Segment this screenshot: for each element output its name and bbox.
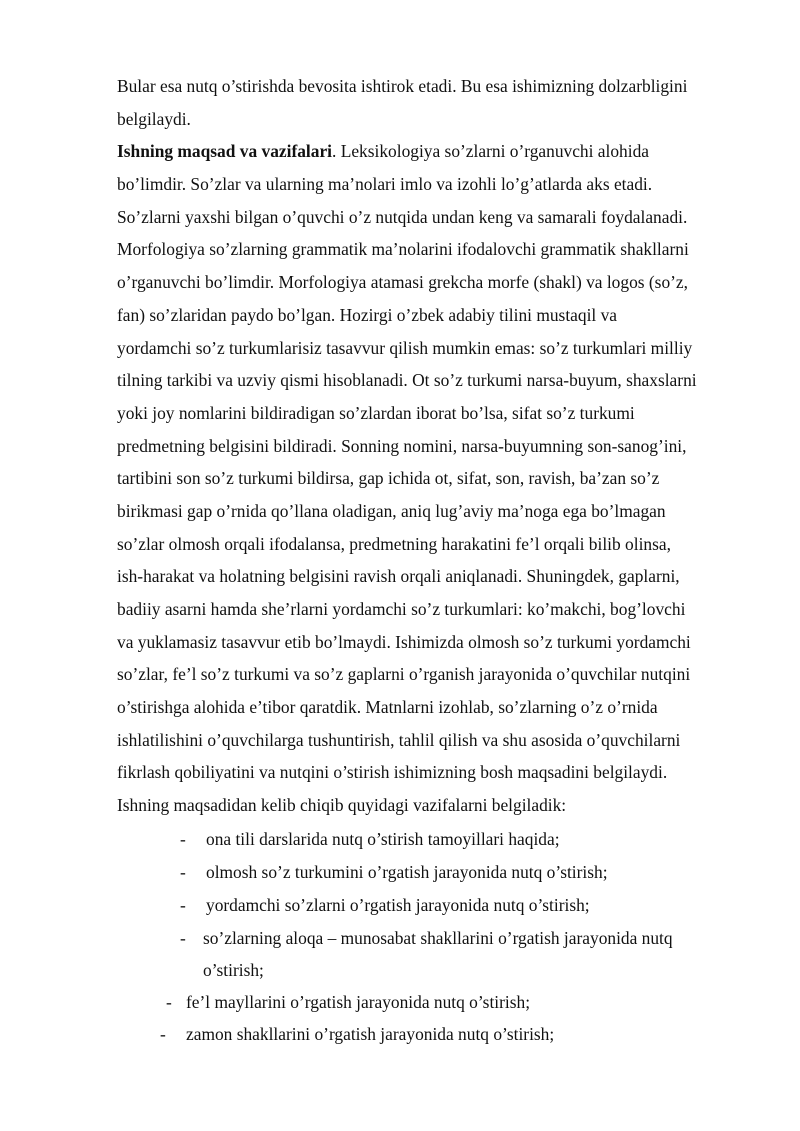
bullet-marker: - [160,1024,166,1044]
paragraph-line: Bular esa nutq o’stirishda bevosita ishtirok etadi. Bu esa ishimizning dolzarbligini [117,76,688,96]
paragraph-line: o’stirishga alohida e’tibor qaratdik. Matnlarni izohlab, so’zlarning o’z o’rnida [117,697,658,718]
list-item: fe’l mayllarini o’rgatish jarayonida nutq o’stirish; [186,992,531,1012]
paragraph-line: fikrlash qobiliyatini va nutqini o’stirish ishimizning bosh maqsadini belgilaydi. [117,762,668,783]
list-item: so’zlarning aloqa – munosabat shakllarini o’rgatish jarayonida nutq [203,928,673,948]
list-item-continuation: o’stirish; [203,960,264,980]
paragraph-line: bo’limdir. So’zlar va ularning ma’nolari imlo va izohli lo’g’atlarda aks etadi. [117,174,653,195]
paragraph-line: So’zlarni yaxshi bilgan o’quvchi o’z nutqida undan keng va samarali foydalanadi. [117,206,688,227]
paragraph-line: Ishning maqsadidan kelib chiqib quyidagi vazifalarni belgiladik: [117,795,567,816]
paragraph-line: birikmasi gap o’rnida qo’llana oladigan, aniq lug’aviy ma’noga ega bo’lmagan [117,500,666,521]
paragraph-line: ish-harakat va holatning belgisini ravish orqali aniqlanadi. Shuningdek, gaplarni, [117,566,680,587]
paragraph-line: so’zlar, fe’l so’z turkumi va so’z gaplarni o’rganish jarayonida o’quvchilar nutqini [117,664,691,685]
bullet-marker: - [180,928,186,948]
bullet-marker: - [180,895,186,915]
paragraph-line: predmetning belgisini bildiradi. Sonning nomini, narsa-buyumning son-sanog’ini, [117,435,687,456]
list-item: yordamchi so’zlarni o’rgatish jarayonida nutq o’stirish; [206,895,590,915]
section-heading: Ishning maqsad va vazifalari [117,141,333,162]
section-heading-line [117,135,757,168]
paragraph-line: tilning tarkibi va uzviy qismi hisoblanadi. Ot so’z turkumi narsa-buyum, shaxslarni [117,370,697,391]
bullet-marker: - [180,829,186,849]
list-item: zamon shakllarini o’rgatish jarayonida nutq o’stirish; [186,1024,555,1044]
paragraph-line: tartibini son so’z turkumi bildirsa, gap ichida ot, sifat, son, ravish, ba’zan so’z [117,468,660,489]
paragraph-line: badiiy asarni hamda she’rlarni yordamchi so’z turkumlari: ko’makchi, bog’lovchi [117,599,686,619]
paragraph-line: belgilaydi. [117,108,191,129]
paragraph-line: va yuklamasiz tasavvur etib bo’lmaydi. Ishimizda olmosh so’z turkumi yordamchi [117,631,691,652]
bullet-marker: - [180,862,186,882]
bullet-marker: - [166,992,172,1012]
paragraph-line: yoki joy nomlarini bildiradigan so’zlardan iborat bo’lsa, sifat so’z turkumi [117,402,635,423]
body-text [117,70,757,855]
list-item: ona tili darslarida nutq o’stirish tamoyillari haqida; [206,829,560,849]
list-item: olmosh so’z turkumini o’rgatish jarayonida nutq o’stirish; [206,862,608,882]
paragraph-line: yordamchi so’z turkumlarisiz tasavvur qilish mumkin emas: so’z turkumlari milliy [117,337,693,358]
paragraph-line: ishlatilishini o’quvchilarga tushuntirish, tahlil qilish va shu asosida o’quvchilarni [117,729,681,750]
paragraph-line: Morfologiya so’zlarning grammatik ma’nolarini ifodalovchi grammatik shakllarni [117,239,689,260]
section-heading-rest: . Leksikologiya so’zlarni o’rganuvchi alohida [332,141,649,162]
paragraph-line: o’rganuvchi bo’limdir. Morfologiya atamasi grekcha morfe (shakl) va logos (so’z, [117,272,688,293]
paragraph-line: fan) so’zlaridan paydo bo’lgan. Hozirgi o’zbek adabiy tilini mustaqil va [117,304,617,325]
paragraph-line: so’zlar olmosh orqali ifodalansa, predmetning harakatini fe’l orqali bilib olinsa, [117,533,671,554]
